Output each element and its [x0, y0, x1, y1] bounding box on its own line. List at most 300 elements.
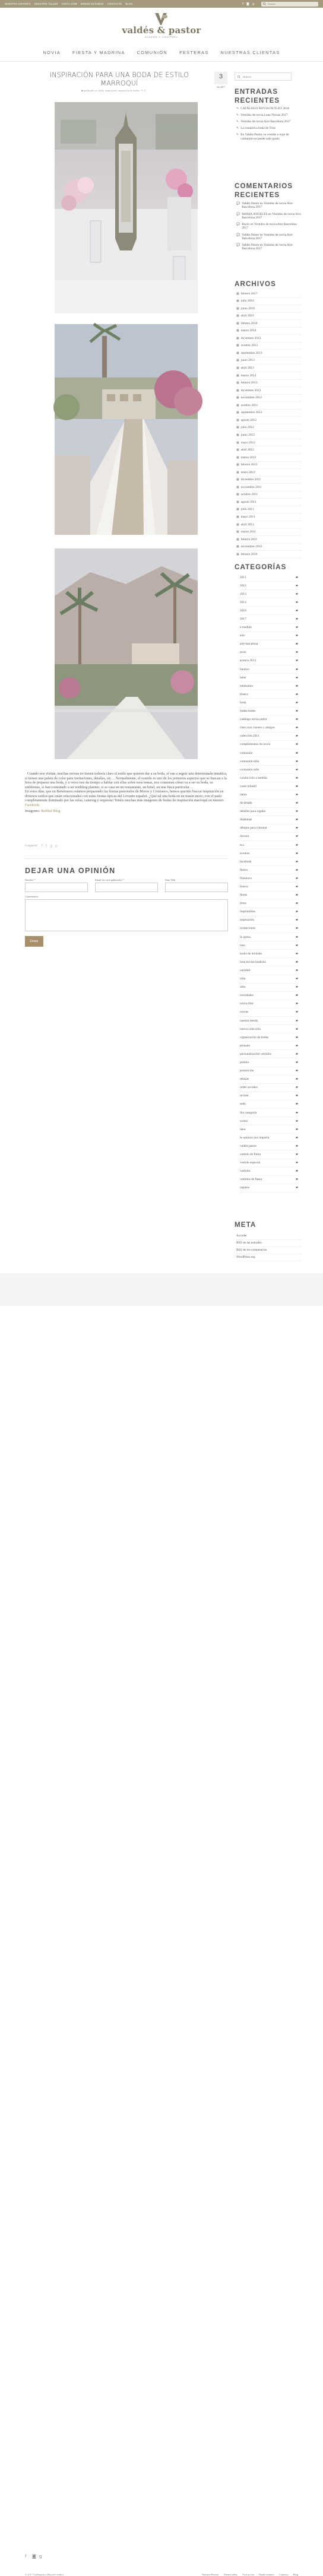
category-item-label: navidad [240, 968, 251, 972]
archive-item[interactable] [236, 372, 302, 380]
site-logo[interactable] [0, 12, 323, 39]
category-item-label: claro ruiz clavero y amigos [240, 726, 275, 730]
archive-item[interactable] [236, 402, 302, 410]
category-item-label: facebook [240, 859, 252, 864]
nav-novia[interactable]: NOVIA [43, 50, 61, 55]
category-item[interactable] [240, 1159, 298, 1168]
category-item[interactable] [240, 615, 298, 623]
archive-item[interactable] [236, 432, 302, 439]
category-item[interactable] [240, 582, 298, 590]
folder-icon: ▰ [295, 994, 298, 998]
archive-item[interactable] [236, 357, 302, 365]
category-item[interactable] [240, 1184, 298, 1192]
category-item[interactable] [240, 1142, 298, 1150]
category-item[interactable] [240, 690, 298, 699]
category-item[interactable] [240, 716, 298, 724]
folder-icon: ▰ [295, 935, 298, 939]
category-item[interactable] [240, 883, 298, 891]
category-item-label: niña [240, 977, 246, 981]
category-item[interactable] [240, 573, 298, 582]
topbar-search[interactable] [261, 2, 318, 7]
reply-title: DEJAR UNA OPINIÓN [25, 867, 116, 875]
pinterest-share-icon[interactable]: p [55, 844, 58, 848]
category-item[interactable] [240, 766, 298, 774]
recent-post-item[interactable] [236, 113, 302, 117]
category-item[interactable] [240, 1050, 298, 1058]
archive-item[interactable] [236, 469, 302, 477]
archive-item[interactable] [236, 521, 302, 529]
folder-icon: ▰ [295, 675, 298, 680]
category-item[interactable] [240, 984, 298, 992]
category-item[interactable] [240, 908, 298, 916]
category-item[interactable] [240, 590, 298, 598]
pencil-icon: ✎ [236, 113, 239, 118]
folder-icon: ▰ [295, 960, 298, 964]
recent-comment-item[interactable] [236, 202, 302, 210]
calendar-icon: ▦ [236, 321, 239, 325]
nav-fiesta-madrina[interactable]: FIESTA Y MADRINA [72, 50, 125, 55]
search-icon [263, 2, 266, 5]
folder-icon: ▰ [295, 600, 298, 604]
folder-icon: ▰ [295, 700, 298, 705]
category-item[interactable] [240, 1176, 298, 1184]
archive-item[interactable] [236, 395, 302, 402]
meta-item[interactable] [236, 1240, 302, 1247]
archive-item-label: noviembre 2010 [240, 545, 262, 549]
google-plus-icon[interactable]: g [252, 2, 254, 6]
category-item[interactable] [240, 866, 298, 874]
category-item-label: 2012 [240, 583, 246, 588]
calendar-icon: ▦ [236, 344, 239, 348]
calendar-icon: ▦ [236, 522, 239, 526]
archive-item[interactable] [236, 499, 302, 506]
folder-icon: ▰ [295, 1052, 298, 1056]
category-item[interactable] [240, 632, 298, 640]
folder-icon: ▰ [295, 810, 298, 814]
archive-item-label: enero 2012 [240, 470, 255, 474]
category-item[interactable] [240, 816, 298, 824]
brand-name: valdés & pastor [122, 25, 201, 36]
folder-icon: ▰ [295, 918, 298, 922]
instagram-icon[interactable]: ◙ [246, 2, 249, 6]
archive-item-label: junio 2012 [240, 433, 255, 437]
post-categories[interactable]: boda, inspiración, inspiración de bodas [99, 89, 140, 92]
calendar-icon: ▦ [236, 500, 239, 504]
calendar-icon: ▦ [236, 329, 239, 333]
archive-item-label: junio 2016 [240, 306, 255, 310]
category-item-label: lazo [240, 943, 245, 947]
folder-icon: ▰ [295, 726, 298, 730]
archive-item-label: marzo 2014 [240, 329, 256, 333]
meta-item-label: RSS de las entradas [236, 1241, 262, 1245]
post-body-end: . [39, 802, 40, 807]
post-image-palms-venue[interactable] [55, 548, 198, 759]
category-item[interactable] [240, 624, 298, 632]
archive-item-label: abril 2011 [240, 522, 254, 526]
category-item[interactable] [240, 782, 298, 791]
category-item[interactable] [240, 1125, 298, 1134]
category-item[interactable] [240, 958, 298, 966]
calendar-icon: ▦ [236, 545, 239, 549]
archive-item-label: abril 2016 [240, 314, 254, 318]
folder-icon: ▰ [295, 1102, 298, 1106]
post-body-paragraph [25, 772, 229, 807]
category-item[interactable] [240, 925, 298, 933]
archive-item[interactable] [236, 328, 302, 335]
archive-item-label: febrero 2016 [240, 321, 258, 325]
folder-icon: ▰ [295, 608, 298, 613]
category-item-label: betelzama [240, 684, 253, 688]
archive-item[interactable] [236, 446, 302, 454]
calendar-icon: ▦ [236, 485, 239, 489]
category-item[interactable] [240, 841, 298, 849]
archive-item-label: agosto 2012 [240, 418, 256, 422]
recent-post-item-label: En Valdés Pastor, tu vestido o traje de comunión se puede salir gratis [240, 133, 289, 141]
category-item[interactable] [240, 808, 298, 816]
category-item[interactable] [240, 732, 298, 741]
sidebar-search[interactable] [235, 72, 292, 81]
folder-icon: ▰ [295, 709, 298, 713]
calendar-icon: ▦ [236, 426, 239, 430]
folder-icon: ▰ [295, 1127, 298, 1131]
category-item-label: invitaciones [240, 927, 256, 931]
archive-item[interactable] [236, 513, 302, 521]
category-item-label: fieltro [240, 868, 248, 872]
category-item[interactable] [240, 774, 298, 782]
category-item[interactable] [240, 1134, 298, 1142]
category-item-label: comunión niña [240, 759, 259, 763]
category-item[interactable] [240, 833, 298, 841]
category-item[interactable] [240, 1025, 298, 1033]
category-item-label: aire [240, 634, 245, 638]
archive-item[interactable] [236, 364, 302, 372]
archive-item[interactable] [236, 529, 302, 537]
archive-item-label: marzo 2013 [240, 373, 256, 377]
category-item[interactable] [240, 941, 298, 950]
archive-item[interactable] [236, 380, 302, 388]
name-field[interactable] [25, 883, 88, 892]
post-body [25, 772, 229, 814]
category-item[interactable] [240, 699, 298, 707]
category-item-label: a medida [240, 626, 252, 630]
folder-icon: ▰ [295, 843, 298, 847]
nav-nuestras-clientas[interactable]: NUESTRAS CLIENTAS [220, 50, 280, 55]
archive-item[interactable] [236, 506, 302, 514]
archive-item[interactable] [236, 439, 302, 447]
folder-icon: ▰ [295, 1178, 298, 1182]
archive-item[interactable] [236, 350, 302, 357]
category-item-label: de detalle [240, 801, 252, 805]
category-item-label: luna novias madrina [240, 960, 266, 964]
footer-link-historia[interactable]: Nuestra Historia [202, 2573, 219, 2576]
category-item[interactable] [240, 665, 298, 674]
archive-item[interactable] [236, 477, 302, 484]
category-item-label: vestidos [240, 1169, 251, 1173]
folder-icon: ▰ [295, 667, 298, 671]
category-item[interactable] [240, 741, 298, 749]
archive-item[interactable] [236, 462, 302, 469]
meta-item[interactable] [236, 1247, 302, 1254]
meta-item[interactable] [236, 1233, 302, 1240]
facebook-link[interactable]: Facebook [25, 802, 40, 807]
share-bar [25, 844, 58, 848]
archive-item[interactable] [236, 320, 302, 328]
category-item-label: nueva colección [240, 1027, 261, 1031]
archive-item[interactable] [236, 544, 302, 551]
category-item[interactable] [240, 1042, 298, 1050]
sidebar-search-input[interactable]: Buscar [243, 75, 252, 78]
meta-item[interactable] [236, 1254, 302, 1261]
category-item[interactable] [240, 975, 298, 984]
pencil-icon: ✎ [236, 133, 239, 137]
category-item-label: novias [240, 1010, 249, 1014]
recent-post-item[interactable] [236, 133, 302, 141]
category-item-label: dibujos para colorear [240, 826, 267, 830]
category-item[interactable] [240, 640, 298, 649]
category-item-label: 2016 [240, 608, 246, 613]
archive-item[interactable] [236, 313, 302, 321]
folder-icon: ▰ [295, 985, 298, 989]
category-item[interactable] [240, 724, 298, 732]
recent-comment-item[interactable] [236, 223, 302, 230]
comment-icon: 💬 [236, 202, 240, 205]
category-item[interactable] [240, 598, 298, 607]
category-item-label: tu opinion nos importa [240, 1135, 269, 1140]
archive-item-label: marzo 2011 [240, 530, 256, 534]
email-field[interactable] [95, 883, 158, 892]
category-item[interactable] [240, 1168, 298, 1176]
footer-link-taller[interactable]: Nuestro taller [223, 2573, 238, 2576]
share-label: Compartir: [25, 845, 39, 848]
comment-textarea[interactable] [25, 899, 228, 931]
archive-item-label: diciembre 2011 [240, 478, 261, 482]
category-item-label: promoción [240, 1069, 254, 1073]
post-date-month: feb 2017 [217, 86, 225, 88]
archive-item[interactable] [236, 410, 302, 417]
recent-post-item[interactable] [236, 120, 302, 123]
footer-link-blog[interactable]: Blog [293, 2573, 298, 2576]
folder-icon: ▰ [295, 1002, 298, 1006]
category-item[interactable] [240, 791, 298, 799]
category-item[interactable] [240, 682, 298, 690]
category-item[interactable] [240, 858, 298, 866]
folder-icon: ▰ [295, 1153, 298, 1157]
category-item[interactable] [240, 933, 298, 941]
credit-link[interactable]: Ruffled Blog [40, 809, 61, 813]
archive-item[interactable] [236, 342, 302, 350]
category-item[interactable] [240, 749, 298, 757]
post-title[interactable]: INSPIRACIÓN PARA UNA BODA DE ESTILO MARROQUÍ [49, 71, 189, 87]
calendar-icon: ▦ [236, 440, 239, 445]
category-item[interactable] [240, 1150, 298, 1159]
comment-icon: 💬 [236, 243, 240, 247]
archive-item[interactable] [236, 491, 302, 499]
archive-item[interactable] [236, 335, 302, 342]
folder-icon: ▰ [295, 943, 298, 947]
category-item[interactable] [240, 900, 298, 908]
category-item[interactable] [240, 1058, 298, 1067]
calendar-icon: ▦ [236, 470, 239, 474]
archive-item[interactable] [236, 305, 302, 313]
category-item[interactable] [240, 1033, 298, 1042]
nav-comunion[interactable]: COMUNIÓN [137, 50, 168, 55]
category-item[interactable] [240, 966, 298, 975]
folder-icon: ▰ [295, 743, 298, 747]
nav-divider [0, 61, 323, 62]
category-item[interactable] [240, 800, 298, 808]
pencil-icon: ✎ [236, 126, 239, 131]
submit-button[interactable]: Enviar [25, 936, 43, 947]
comment-icon: ✎ [141, 90, 144, 93]
category-item[interactable] [240, 1008, 298, 1017]
category-item[interactable] [240, 607, 298, 615]
footer-link-cita[interactable]: Visít tu cita [242, 2573, 254, 2576]
recent-comment-item[interactable] [236, 243, 302, 251]
topbar-search-input[interactable]: Search [268, 2, 276, 5]
calendar-icon: ▦ [236, 291, 239, 296]
topbar-link-taller[interactable]: NUESTRO TALLER [34, 2, 58, 5]
folder-icon: ▰ [295, 1186, 298, 1190]
category-item[interactable] [240, 916, 298, 925]
archive-item[interactable] [236, 536, 302, 544]
folder-icon: ▰ [295, 868, 298, 872]
category-item-label: blanco [240, 692, 249, 696]
archive-item[interactable] [236, 417, 302, 424]
category-item[interactable] [240, 992, 298, 1000]
category-item-label: organización de bodas [240, 1035, 269, 1039]
topbar-link-donde[interactable]: DONDE ESTAMOS [80, 2, 104, 5]
category-item-label: colección 2011 [240, 734, 259, 738]
category-item-label: avance 2013 [240, 659, 256, 663]
category-item[interactable] [240, 657, 298, 665]
footer-google-plus-icon[interactable]: g [39, 2554, 42, 2559]
logo-monogram-icon [154, 12, 169, 26]
folder-icon: ▰ [295, 876, 298, 880]
archive-item[interactable] [236, 424, 302, 432]
category-item[interactable] [240, 708, 298, 716]
folder-icon: ▰ [295, 718, 298, 722]
category-item[interactable] [240, 649, 298, 657]
topbar-socials [242, 2, 254, 6]
nav-festeras[interactable]: FESTERAS [179, 50, 209, 55]
archive-item[interactable] [236, 551, 302, 559]
category-item[interactable] [240, 950, 298, 958]
google-plus-share-icon[interactable]: g [50, 844, 53, 848]
twitter-share-icon[interactable]: t [45, 844, 48, 848]
folder-icon: ▰ [295, 835, 298, 839]
category-item-label: Sin categoría [240, 1111, 257, 1115]
folder-icon: ▰ [295, 851, 298, 855]
facebook-share-icon[interactable]: f [41, 844, 43, 848]
folder-icon: ▰ [295, 893, 298, 897]
category-item[interactable] [240, 824, 298, 833]
category-item[interactable] [240, 1067, 298, 1076]
archive-item-label: abril 2012 [240, 448, 254, 452]
folder-icon: ▰ [295, 651, 298, 655]
category-item[interactable] [240, 1109, 298, 1117]
archive-item-label: febrero 2012 [240, 463, 258, 467]
footer-facebook-icon[interactable]: f [25, 2554, 27, 2559]
category-item[interactable] [240, 1100, 298, 1109]
folder-icon: ▰ [295, 659, 298, 663]
recent-post-item-label: CATÁLOGO NOVIA OUTLET 2018 [240, 107, 290, 110]
post-comment-count[interactable]: 0 [144, 89, 145, 92]
topbar-link-contacto[interactable]: CONTACTO [107, 2, 122, 5]
category-item-label: bautizo [240, 667, 249, 671]
category-item-label: coste infantil [240, 784, 256, 788]
archive-item-label: octubre 2012 [240, 403, 258, 407]
search-icon [238, 75, 240, 78]
pencil-icon: ✎ [236, 120, 239, 124]
category-item[interactable] [240, 874, 298, 883]
archive-item[interactable] [236, 484, 302, 491]
archive-item-label: diciembre 2013 [240, 336, 261, 340]
archive-item[interactable] [236, 454, 302, 462]
categories-list [240, 573, 298, 1192]
post-image-lantern[interactable] [55, 102, 198, 313]
facebook-icon[interactable]: f [242, 2, 243, 6]
folder-icon: ▰ [295, 902, 298, 906]
post-image-long-table[interactable] [55, 324, 198, 535]
category-item-label: valdés pastor [240, 1144, 257, 1148]
topbar-link-historia[interactable]: NUESTRA HISTORIA [5, 2, 31, 5]
category-item-label: diademas [240, 818, 252, 822]
category-item-label: complementos de novia [240, 743, 271, 747]
topbar-link-cita[interactable]: VISÍTA.COM [61, 2, 77, 5]
category-item[interactable] [240, 849, 298, 858]
category-item[interactable] [240, 1076, 298, 1084]
category-item-label: niño [240, 985, 246, 989]
recent-comment-item[interactable] [236, 233, 302, 241]
footer-link-donde[interactable]: Donde estamos [258, 2573, 275, 2576]
category-item[interactable] [240, 757, 298, 766]
folder-icon: ▰ [295, 927, 298, 931]
folder-icon: ▰ [295, 1119, 298, 1123]
recent-comment-item[interactable] [236, 212, 302, 220]
category-item[interactable] [240, 674, 298, 682]
footer-instagram-icon[interactable]: ◙ [32, 2554, 36, 2559]
category-item-label: vestido especial [240, 1161, 261, 1165]
category-item-label: la xposa [240, 935, 251, 939]
archive-item[interactable] [236, 290, 302, 298]
recent-post-item[interactable] [236, 107, 302, 110]
topbar-link-blog[interactable]: BLOG [125, 2, 133, 5]
archive-item-label: febrero 2013 [240, 381, 258, 385]
category-item-label: arras [240, 651, 246, 655]
category-item[interactable] [240, 1117, 298, 1125]
category-item[interactable] [240, 1000, 298, 1008]
footer-link-contacto[interactable]: Contacto [279, 2573, 289, 2576]
category-item[interactable] [240, 1017, 298, 1025]
website-field[interactable] [165, 883, 228, 892]
archive-item[interactable] [236, 298, 302, 306]
archive-item[interactable] [236, 387, 302, 395]
meta-item-label: RSS de los comentarios [236, 1248, 267, 1252]
comment-icon: 💬 [236, 223, 240, 226]
category-item[interactable] [240, 1084, 298, 1092]
footer-copyright: © 2017 Valdéspastor (Bucotel studio) [25, 2573, 64, 2576]
category-item-label: revista [240, 1094, 249, 1098]
pencil-icon: ✎ [236, 107, 239, 110]
recent-post-item[interactable] [236, 126, 302, 130]
category-item-label: zapatos [240, 1186, 250, 1190]
post-credit [25, 809, 229, 814]
calendar-icon: ▦ [236, 455, 239, 459]
category-item[interactable] [240, 1092, 298, 1100]
post-meta [28, 89, 198, 93]
calendar-icon: ▦ [236, 530, 239, 534]
category-item[interactable] [240, 892, 298, 900]
